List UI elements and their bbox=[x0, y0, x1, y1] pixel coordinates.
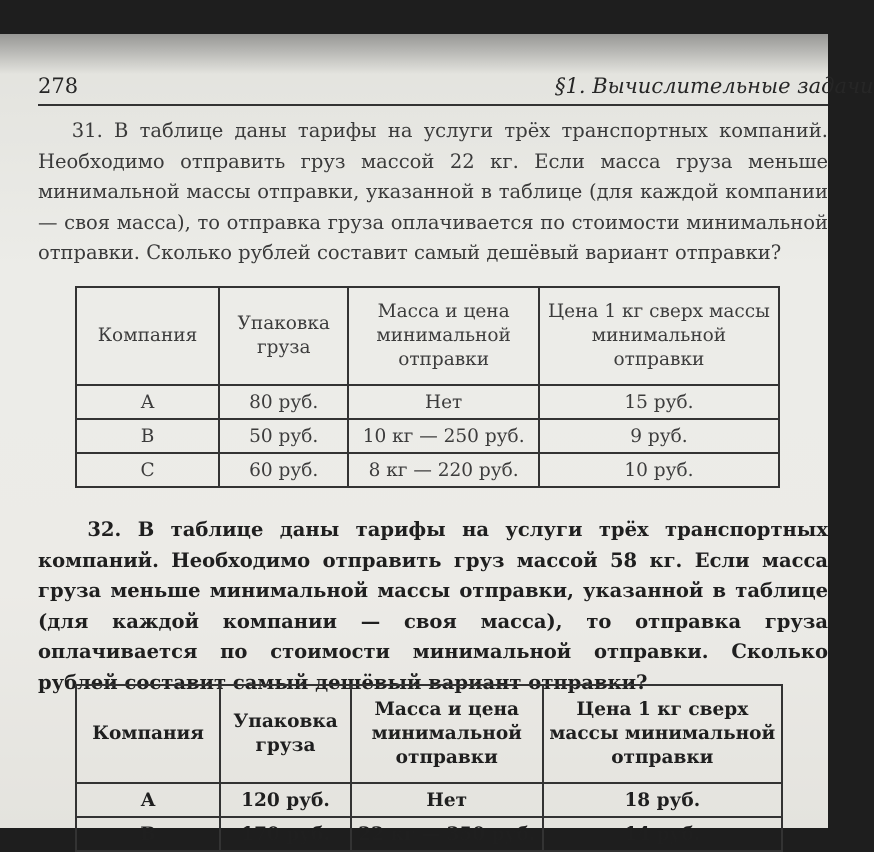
cell-packaging: 60 руб. bbox=[219, 453, 348, 487]
table-row bbox=[76, 453, 779, 487]
page-header bbox=[38, 74, 874, 104]
header-packaging: Упаковка груза bbox=[220, 685, 351, 783]
problem-31-body: В таблице даны тарифы на услуги трёх транспортных компаний. Необходимо отправить груз массой 22 кг. Если масса груза меньше минимальной массы отправки, указанной в таблице (для каждой компании — своя масса), то отправка груза оплачивается по стоимости минимальной отправки. Сколько рублей составит самый дешёвый вариант отправки? bbox=[38, 119, 828, 264]
header-min-shipment: Масса и цена минимальной отправки bbox=[348, 287, 538, 385]
cell-company: C bbox=[76, 453, 219, 487]
page-shadow bbox=[0, 34, 828, 74]
problem-31-number: 31. bbox=[71, 119, 103, 142]
problem-32-number: 32. bbox=[87, 518, 122, 541]
cell-company: B bbox=[76, 817, 220, 851]
cell-packaging: 50 руб. bbox=[219, 419, 348, 453]
header-rule bbox=[38, 104, 828, 106]
header-price-per-kg: Цена 1 кг сверх массы минимальной отправки bbox=[539, 287, 779, 385]
table-row bbox=[76, 385, 779, 419]
cell-min-shipment: 10 кг — 250 руб. bbox=[348, 419, 538, 453]
header-min-shipment: Масса и цена минимальной отправки bbox=[351, 685, 543, 783]
header-price-per-kg: Цена 1 кг сверх массы минимальной отправки bbox=[543, 685, 782, 783]
cell-price-per-kg: 15 руб. bbox=[539, 385, 779, 419]
cell-min-shipment: 22 кг — 350 руб. bbox=[351, 817, 543, 851]
cell-packaging: 170 руб. bbox=[220, 817, 351, 851]
header-company: Компания bbox=[76, 287, 219, 385]
problem-32 bbox=[38, 515, 828, 698]
cell-packaging: 120 руб. bbox=[220, 783, 351, 817]
problem-31 bbox=[38, 116, 828, 269]
tariff-table-32 bbox=[75, 684, 783, 852]
cell-min-shipment: 8 кг — 220 руб. bbox=[348, 453, 538, 487]
header-company: Компания bbox=[76, 685, 220, 783]
table-header-row bbox=[76, 685, 782, 783]
cell-price-per-kg: 9 руб. bbox=[539, 419, 779, 453]
cell-min-shipment: Нет bbox=[351, 783, 543, 817]
problem-32-body: В таблице даны тарифы на услуги трёх транспортных компаний. Необходимо отправить груз массой 58 кг. Если масса груза меньше минимальной массы отправки, указанной в таблице (для каждой компании — своя масса), то отправка груза оплачивается по стоимости минимальной отправки. Сколько рублей составит самый дешёвый вариант отправки? bbox=[38, 518, 828, 694]
cell-min-shipment: Нет bbox=[348, 385, 538, 419]
cell-price-per-kg: 10 руб. bbox=[539, 453, 779, 487]
cell-company: A bbox=[76, 783, 220, 817]
table-row bbox=[76, 419, 779, 453]
problem-32-text bbox=[38, 515, 828, 698]
page-number: 278 bbox=[38, 74, 79, 98]
problem-31-text bbox=[38, 116, 828, 269]
cell-price-per-kg: 18 руб. bbox=[543, 783, 782, 817]
header-packaging: Упаковка груза bbox=[219, 287, 348, 385]
table-row bbox=[76, 783, 782, 817]
cell-company: A bbox=[76, 385, 219, 419]
cell-price-per-kg: 14 руб. bbox=[543, 817, 782, 851]
cell-company: B bbox=[76, 419, 219, 453]
book-page bbox=[0, 34, 874, 845]
cell-packaging: 80 руб. bbox=[219, 385, 348, 419]
tariff-table-31 bbox=[75, 286, 780, 488]
table-header-row bbox=[76, 287, 779, 385]
running-title: §1. Вычислительные задачи bbox=[555, 74, 874, 98]
table-row bbox=[76, 817, 782, 851]
